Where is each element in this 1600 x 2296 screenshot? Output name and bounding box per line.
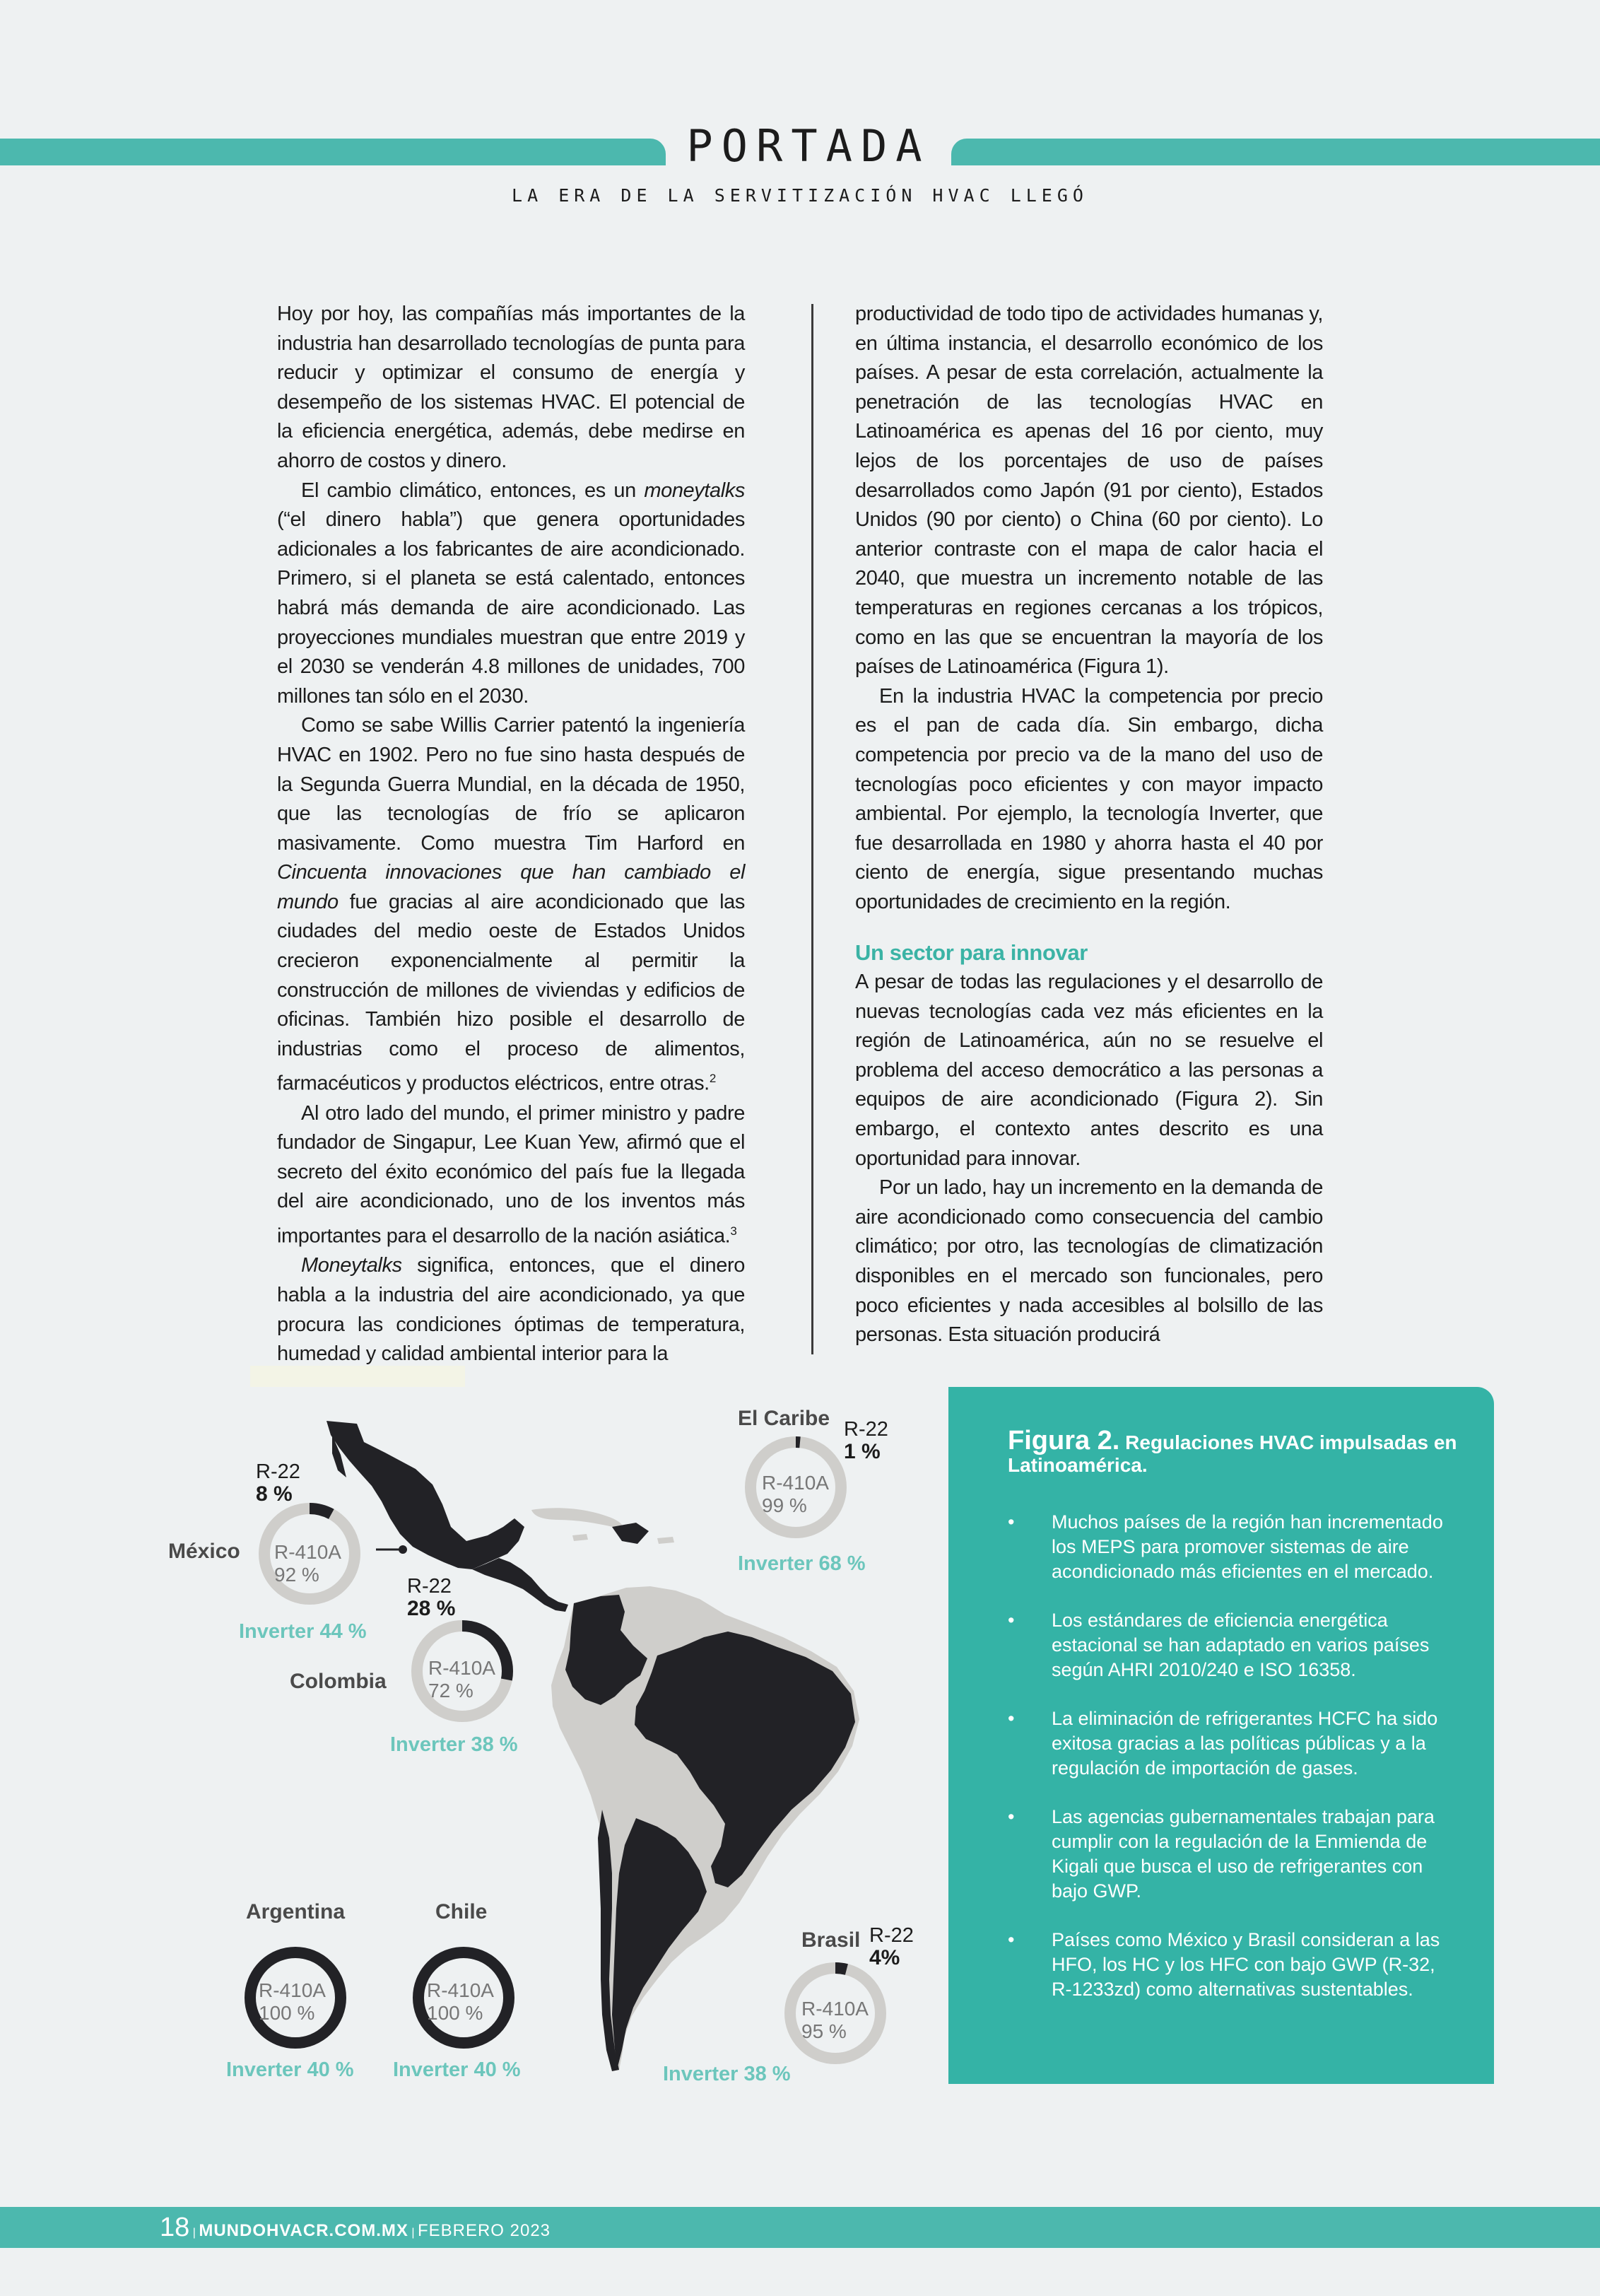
r410-label-colombia: R-410A 72 %	[428, 1657, 495, 1702]
footnote-ref: 3	[730, 1224, 737, 1238]
text-highlight	[250, 1366, 465, 1387]
inverter-label-chile: Inverter 40 %	[393, 2058, 521, 2081]
section-title: PORTADA	[686, 120, 931, 172]
section-heading: Un sector para innovar	[855, 940, 1088, 966]
section-subtitle: LA ERA DE LA SERVITIZACIÓN HVAC LLEGÓ	[512, 185, 1088, 206]
inverter-label-mexico: Inverter 44 %	[239, 1620, 367, 1643]
list-item: • Muchos países de la región han incrementado los MEPS para promover sistemas de aire acondicionado más eficientes en el mercado.	[1008, 1510, 1460, 1584]
figure-title: Figura 2. Regulaciones HVAC impulsadas en Latinoamérica.	[1008, 1426, 1457, 1476]
paragraph: Hoy por hoy, las compañías más importantes de la industria han desarrollado tecnologías de punta para reducir y optimizar el consumo de energía y desempeño de los sistemas HVAC. El potencial de la eficiencia energética, además, debe medirse en ahorro de costos y dinero.	[277, 303, 745, 472]
paragraph: A pesar de todas las regulaciones y el desarrollo de nuevas tecnologías cada vez más eficientes en la región de Latinoamérica, aún no se resuelve el problema del acceso democrático a las personas a equipos de aire acondicionado (Figura 2). Sin embargo, el contexto antes descrito es una oportunidad para innovar.	[855, 971, 1323, 1170]
country-label-brasil: Brasil	[801, 1928, 861, 1952]
paragraph: Al otro lado del mundo, el primer ministro y padre fundador de Singapur, Lee Kuan Yew, afirmó que el secreto del éxito económico del país fue la llegada del aire acondicionado, uno de los inventos más importantes para el desarrollo de la nación asiática.$^3$	[277, 1101, 745, 1248]
list-item: • La eliminación de refrigerantes HCFC ha sido exitosa gracias a las políticas públicas y a la regulación de importación de gases.	[1008, 1706, 1460, 1781]
inverter-label-caribe: Inverter 68 %	[738, 1552, 866, 1575]
list-item: • Los estándares de eficiencia energética estacional se han adaptado en varios países según AHRI 2010/240 e ISO 16358.	[1008, 1608, 1460, 1682]
r410-label-mexico: R-410A 92 %	[274, 1541, 341, 1586]
r410-label-brasil: R-410A 95 %	[801, 1998, 869, 2042]
country-label-mexico: México	[168, 1540, 240, 1563]
article-column-left	[277, 300, 745, 1369]
r410-label-chile: R-410A 100 %	[427, 1979, 494, 2024]
country-label-argentina: Argentina	[246, 1900, 346, 1923]
paragraph: El cambio climático, entonces, es un moneytalks (“el dinero habla”) que genera oportunidades adicionales a los fabricantes de aire acondicionado. Primero, si el planeta se está calentado, entonces habrá más demanda de aire acondicionado. Las proyecciones mundiales muestran que entre 2019 y el 2030 se venderán 4.8 millones de unidades, 700 millones tan sólo en el 2030.	[277, 479, 745, 708]
paragraph: productividad de todo tipo de actividades humanas y, en última instancia, el desarrollo económico de los países. A pesar de esta correlación, actualmente la penetración de las tecnologías HVAC en Latinoamérica es apenas del 16 por ciento, muy lejos de los porcentajes de uso de países desarrollados como Japón (91 por ciento), Estados Unidos (90 por ciento) o China (60 por ciento). Lo anterior contraste con el mapa de calor hacia el 2040, que muestra un incremento notable de las temperaturas en regiones cercanas a los trópicos, como en las que se encuentran la mayoría de los países de Latinoamérica (Figura 1).	[855, 303, 1323, 679]
r22-label-brasil: R-22 4%	[869, 1924, 914, 1969]
country-label-caribe: El Caribe	[738, 1407, 830, 1430]
country-label-colombia: Colombia	[290, 1670, 387, 1693]
inverter-label-colombia: Inverter 38 %	[390, 1733, 518, 1756]
figure-panel	[948, 1387, 1494, 2084]
footer: 18 | MUNDOHVACR.COM.MX | FEBRERO 2023	[160, 2213, 551, 2242]
r22-label-caribe: R-22 1 %	[844, 1418, 888, 1463]
footer-date: FEBRERO 2023	[417, 2221, 551, 2240]
figure-bullet-list	[1008, 1510, 1460, 2026]
footer-site: MUNDOHVACR.COM.MX	[199, 2221, 408, 2240]
inverter-label-brasil: Inverter 38 %	[663, 2063, 791, 2085]
country-label-chile: Chile	[435, 1900, 488, 1923]
inverter-label-argentina: Inverter 40 %	[226, 2058, 354, 2081]
r410-label-argentina: R-410A 100 %	[259, 1979, 326, 2024]
paragraph: En la industria HVAC la competencia por precio es el pan de cada día. Sin embargo, dicha competencia por precio va de la mano del uso de tecnologías poco eficientes y con mayor impacto ambiental. Por ejemplo, la tecnología Inverter, que fue desarrollada en 1980 y ahorra hasta el 40 por ciento de energía, sigue presentando muchas oportunidades de crecimiento en la región.	[855, 684, 1323, 913]
r22-label-colombia: R-22 28 %	[407, 1575, 456, 1620]
paragraph: Por un lado, hay un incremento en la demanda de aire acondicionado como consecuencia del cambio climático; por otro, las tecnologías de climatización disponibles en el mercado son funcionales, pero poco eficientes y nada accesibles al bolsillo de las personas. Esta situación producirá	[855, 1176, 1323, 1347]
page-number: 18	[160, 2213, 190, 2242]
r22-label-mexico: R-22 8 %	[256, 1460, 300, 1506]
r410-label-caribe: R-410A 99 %	[762, 1472, 829, 1516]
article-column-right	[855, 300, 1323, 1350]
header-bar-left	[0, 139, 666, 165]
list-item: • Países como México y Brasil consideran a las HFO, los HC y los HFC con bajo GWP (R-32, R-1233zd) como alternativas sustentables.	[1008, 1928, 1460, 2002]
header-bar-right	[951, 139, 1600, 165]
list-item: • Las agencias gubernamentales trabajan para cumplir con la regulación de la Enmienda de Kigali que busca el uso de refrigerantes con bajo GWP.	[1008, 1805, 1460, 1904]
footnote-ref: 2	[709, 1072, 716, 1086]
column-divider	[811, 304, 813, 1354]
paragraph: Como se sabe Willis Carrier patentó la ingeniería HVAC en 1902. Pero no fue sino hasta después de la Segunda Guerra Mundial, en la década de 1950, que las tecnologías de frío se aplicaron masivamente. Como muestra Tim Harford en Cincuenta innovaciones que han cambiado el mundo fue gracias al aire acondicionado que las ciudades del medio oeste de Estados Unidos crecieron exponencialmente al permitir la construcción de millones de viviendas y edificios de oficinas. También hizo posible el desarrollo de industrias como el proceso de alimentos, farmacéuticos y productos eléctricos, entre otras.$^2$	[277, 714, 745, 1096]
paragraph: Moneytalks significa, entonces, que el dinero habla a la industria del aire acondicionado, ya que procura las condiciones óptimas de temperatura, humedad y calidad ambiental interior para la	[277, 1254, 745, 1366]
